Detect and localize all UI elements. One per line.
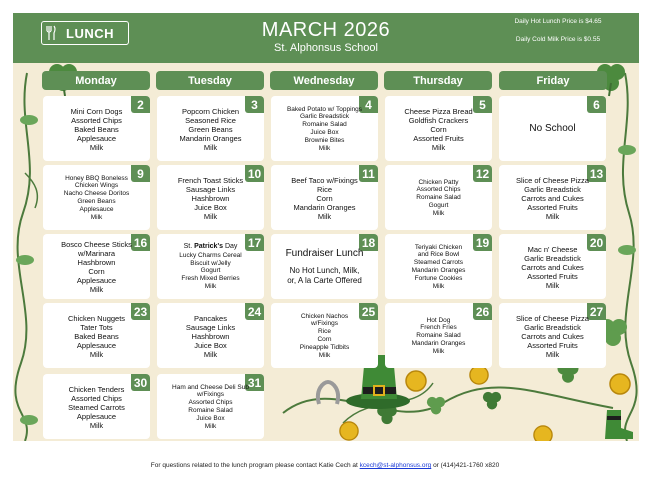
menu-item: Milk [545,211,560,221]
day-number: 12 [473,165,492,182]
menu-item: Slice of Cheese Pizza [516,175,589,185]
menu-item: Milk [545,280,560,290]
leaf-icon [19,113,39,127]
menu-item: Chicken Nuggets [67,313,126,323]
day-cell-3 [157,96,264,161]
menu-item: Corn [316,193,333,203]
menu-item: Milk [432,347,445,355]
menu-item: Tater Tots [80,322,113,332]
day-number: 4 [359,96,378,113]
footer-text: For questions related to the lunch program please contact Katie Cech at [150,462,360,469]
day-cell-23 [43,303,150,368]
contact-email-link[interactable]: kcech@st-alphonsus.org [359,462,432,469]
menu-item: Bosco Cheese Sticks [61,240,132,249]
day-number: 20 [587,234,606,251]
menu-item: Hot Dog [426,316,451,324]
menu-item: Corn [430,124,447,134]
menu-item: w/Marinara [77,249,116,258]
leaf-icon [617,143,637,157]
menu-text [275,307,374,365]
menu-item: Applesauce [76,133,117,143]
menu-text [47,238,146,296]
header-banner [13,13,639,63]
menu-item: Assorted Fruits [527,271,578,281]
menu-item: Hashbrown [191,193,230,203]
day-number: 26 [473,303,492,320]
coin-icon [339,421,359,441]
menu-item: Milk [203,211,218,221]
menu-item: Applesauce [76,340,117,350]
day-header-monday: Monday [42,71,150,90]
menu-text [47,378,146,436]
menu-item: Assorted Chips [188,399,233,407]
holiday-title: St. Patrick's Day [183,243,238,251]
menu-item: Pancakes [194,313,227,323]
menu-item: Milk [317,211,332,221]
fundraiser-note: No Hot Lunch, Milk, [289,266,360,276]
menu-text [161,169,260,227]
day-cell-31 [157,374,264,439]
menu-item: Assorted Fruits [527,202,578,212]
leaf-icon [19,413,39,427]
day-cell-4 [271,96,378,161]
leaf-icon [15,253,35,267]
menu-item: French Fries [420,324,457,332]
menu-item: Sausage Links [185,322,236,332]
menu-item: Garlic Breadstick [524,253,581,263]
day-cell-13 [499,165,606,230]
coin-icon [533,425,553,441]
menu-text [275,100,374,158]
menu-item: Teriyaki Chicken [414,243,463,251]
menu-item: Applesauce [79,205,114,213]
menu-item: Baked Potato w/ Toppings [286,105,363,113]
menu-item: Green Beans [77,198,116,205]
day-cell-11 [271,165,378,230]
page-title: MARCH 2026 [261,19,391,41]
day-number: 25 [359,303,378,320]
day-number: 13 [587,165,606,182]
day-number: 23 [131,303,150,320]
day-cell-19 [385,234,492,299]
shamrock-icon [479,388,505,414]
day-cell-12 [385,165,492,230]
menu-item: Mandarin Oranges [179,133,242,143]
coin-icon [405,370,427,392]
footer-phone: or (414)421-1760 x820 [431,462,500,469]
day-cell-30 [43,374,150,439]
day-cell-26 [385,303,492,368]
menu-item: Romaine Salad [188,407,233,414]
menu-item: Ham and Cheese Deli Sub [172,383,249,391]
menu-item: Milk [89,285,104,294]
day-number: 16 [131,234,150,251]
menu-item: and Rice Bowl [417,251,460,259]
day-number: 6 [587,96,606,113]
menu-item: Slice of Cheese Pizza [516,313,589,323]
day-cell-5 [385,96,492,161]
menu-item: w/Fixings [310,320,339,328]
menu-item: Milk [545,349,560,359]
menu-item: Rice [317,328,331,336]
day-cell-20 [499,234,606,299]
menu-text [275,169,374,227]
menu-text [47,100,146,158]
menu-item: Brownie Bites [304,136,345,144]
menu-item: Sausage Links [185,184,236,194]
shamrock-icon [423,393,449,419]
day-number: 9 [131,165,150,182]
leprechaun-boot-icon [601,408,635,441]
menu-item: Milk [204,282,217,290]
day-cell-17 [157,234,264,299]
fork-knife-icon [42,22,60,44]
menu-text [275,238,374,296]
day-cell-27 [499,303,606,368]
menu-item: w/Fixings [196,391,225,399]
menu-item: Chicken Wings [74,182,119,190]
day-number: 5 [473,96,492,113]
menu-item: Chicken Patty [418,178,459,186]
day-number: 2 [131,96,150,113]
day-number: 30 [131,374,150,391]
menu-item: Carrots and Cukes [521,331,584,341]
day-header-thursday: Thursday [384,71,492,90]
menu-text [503,307,602,365]
day-cell-10 [157,165,264,230]
menu-item: Hashbrown [77,258,116,267]
menu-item: Corn [317,336,332,343]
menu-text [503,169,602,227]
cold-milk-price: Daily Cold Milk Price is $0.55 [515,36,601,43]
menu-text [503,100,602,158]
calendar-page [13,13,639,441]
menu-item: Rice [316,184,332,194]
day-number: 18 [359,234,378,251]
menu-item: Baked Beans [74,331,119,341]
menu-item: Milk [432,282,445,290]
menu-item: Lucky Charms Cereal [179,251,242,259]
menu-item: Milk [204,422,217,430]
menu-item: Goldfish Crackers [408,115,469,125]
footer-contact [0,462,650,469]
day-number: 10 [245,165,264,182]
logo-text: LUNCH [66,25,114,41]
menu-item: Romaine Salad [416,332,461,340]
menu-item: Garlic Breadstick [524,184,581,194]
menu-item: Juice Box [310,129,339,136]
day-number: 11 [359,165,378,182]
menu-item: Hashbrown [191,331,230,341]
menu-item: Juice Box [194,340,227,350]
day-cell-24 [157,303,264,368]
menu-item: Mandarin Oranges [411,267,466,274]
day-number: 17 [245,234,264,251]
menu-item: Fortune Cookies [414,274,463,282]
menu-item: Corn [88,267,105,276]
menu-item: Juice Box [194,202,227,212]
no-school-notice: No School [529,123,576,134]
menu-text [389,169,488,227]
menu-item: Mini Corn Dogs [70,106,123,116]
menu-item: Garlic Breadstick [299,113,350,121]
menu-item: Milk [89,349,104,359]
day-number: 27 [587,303,606,320]
day-cell-18 [271,234,378,299]
menu-item: Gogurt [428,201,449,209]
menu-text [47,169,146,227]
menu-item: French Toast Sticks [177,175,244,185]
day-cell-16 [43,234,150,299]
menu-item: Carrots and Cukes [521,262,584,272]
menu-text [161,307,260,365]
fundraiser-title: Fundraiser Lunch [285,248,364,260]
day-cell-6 [499,96,606,161]
menu-item: Popcorn Chicken [181,106,240,116]
day-cell-25 [271,303,378,368]
menu-item: Applesauce [76,411,117,421]
menu-text [389,307,488,365]
menu-item: Milk [431,142,446,152]
menu-item: Milk [432,209,445,217]
menu-item: Applesauce [76,276,117,285]
menu-item: Beef Taco w/Fixings [291,175,358,185]
hot-lunch-price: Daily Hot Lunch Price is $4.65 [514,18,602,25]
day-header-tuesday: Tuesday [156,71,264,90]
menu-item: Mandarin Oranges [411,339,466,347]
menu-item: Green Beans [188,124,233,134]
menu-text [161,238,260,296]
day-number: 24 [245,303,264,320]
menu-item: Chicken Nachos [300,312,349,320]
menu-item: Assorted Chips [71,115,122,125]
day-number: 31 [245,374,264,391]
menu-item: Milk [90,213,103,221]
menu-item: Assorted Fruits [527,340,578,350]
menu-item: Chicken Tenders [68,384,125,394]
menu-item: Milk [318,144,331,152]
menu-item: Gogurt [200,267,221,275]
menu-item: Cheese Pizza Bread [404,106,473,116]
menu-item: Romaine Salad [416,194,461,202]
menu-text [503,238,602,296]
menu-item: Seasoned Rice [185,115,236,125]
day-header-friday: Friday [499,71,607,90]
menu-item: Mac n' Cheese [527,244,578,254]
menu-item: Milk [89,420,104,430]
school-name: St. Alphonsus School [274,42,378,54]
menu-text [389,238,488,296]
menu-text [47,307,146,365]
menu-item: Romaine Salad [302,121,347,129]
menu-item: Honey BBQ Boneless [65,174,128,182]
menu-item: Carrots and Cukes [521,193,584,203]
menu-item: Assorted Chips [416,186,461,194]
menu-item: Steamed Carrots [413,259,464,267]
day-cell-2 [43,96,150,161]
menu-item: Milk [203,142,218,152]
menu-item: Milk [89,142,104,152]
coin-icon [469,365,489,385]
menu-item: Milk [318,351,331,359]
menu-item: Fresh Mixed Berries [181,275,240,283]
menu-item: Baked Beans [74,124,119,134]
coin-icon [609,373,631,395]
lunch-logo [41,21,129,45]
menu-text [161,378,260,436]
menu-item: Nacho Cheese Doritos [63,190,130,198]
menu-item: Mandarin Oranges [293,202,356,212]
menu-item: Garlic Breadstick [524,322,581,332]
leaf-icon [617,243,637,257]
menu-item: Biscuit w/Jelly [190,259,231,267]
horseshoe-icon [313,378,343,408]
menu-item: Pineapple Tidbits [299,343,350,351]
menu-item: Steamed Carrots [68,402,125,412]
menu-item: Milk [203,349,218,359]
menu-text [161,100,260,158]
menu-text [389,100,488,158]
day-number: 19 [473,234,492,251]
menu-item: Juice Box [196,414,225,422]
day-cell-9 [43,165,150,230]
fundraiser-note: or, A la Carte Offered [287,276,362,285]
menu-item: Assorted Chips [71,393,122,403]
day-number: 3 [245,96,264,113]
day-header-wednesday: Wednesday [270,71,378,90]
menu-item: Assorted Fruits [413,133,464,143]
